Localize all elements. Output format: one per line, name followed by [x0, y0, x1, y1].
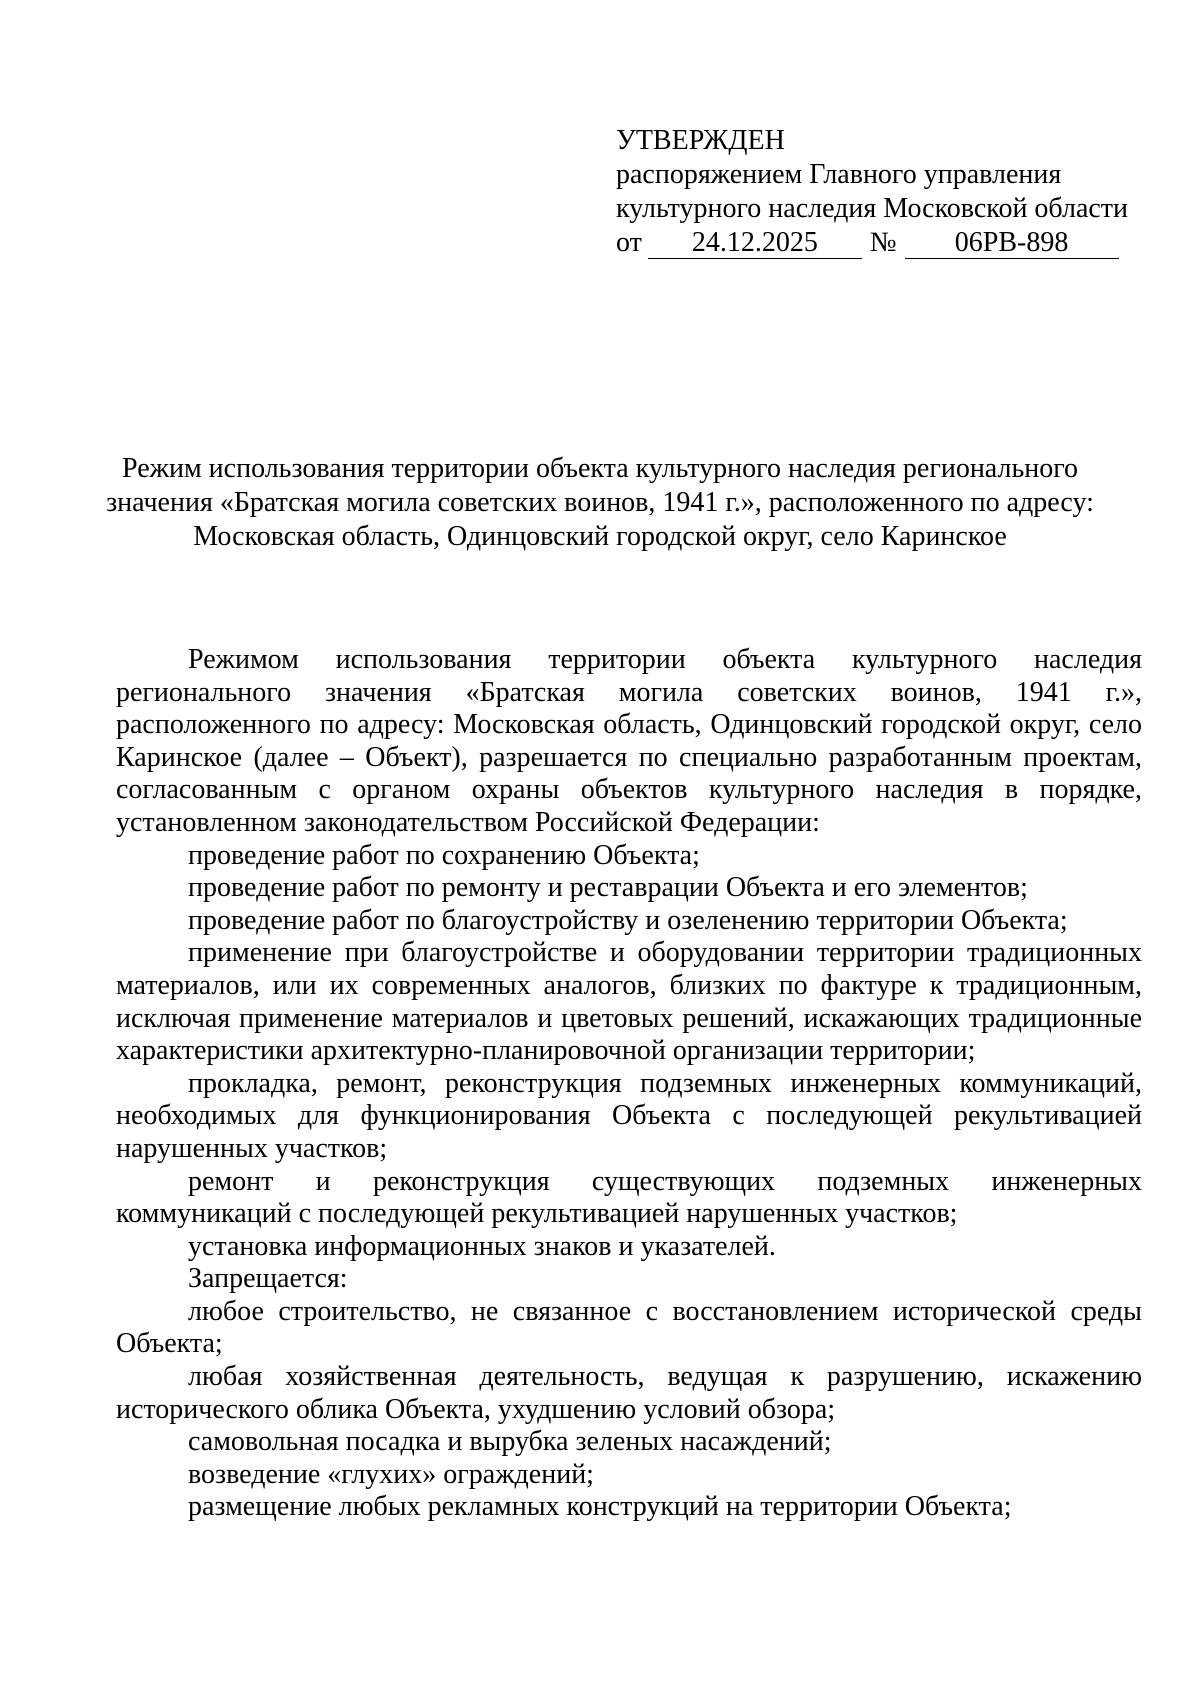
paragraph-item: установка информационных знаков и указателей.: [188, 1230, 776, 1262]
title-line-2: значения «Братская могила советских воинов, 1941 г.», расположенного по адресу:: [106, 487, 1094, 518]
paragraph-item: ремонт и реконструкция существующих подземных инженерных коммуникаций с последующей рекультивацией нарушенных участков;: [116, 1165, 1142, 1230]
approval-date-line: [616, 226, 1136, 260]
document-body: [116, 644, 1142, 1524]
title-line-3: Московская область, Одинцовский городской округ, село Каринское: [193, 521, 1007, 552]
paragraph-intro: Режимом использования территории объекта культурного наследия регионального значения «Братская могила советских воинов, 1941 г.», расположенного по адресу: Московская область, Одинцовский городской округ, село Каринское (далее – Объект), разрешается по специально разработанным проектам, согласованным с органом охраны объектов культурного наследия в порядке, установленном законодательством Российской Федерации:: [116, 644, 1142, 838]
number-sign: №: [869, 227, 897, 258]
date-prefix: от: [616, 227, 642, 258]
approval-heading: УТВЕРЖДЕН: [616, 125, 785, 156]
approval-line-2: культурного наследия Московской области: [616, 193, 1129, 224]
paragraph-item: размещение любых рекламных конструкций на территории Объекта;: [188, 1491, 1012, 1523]
paragraph-item: проведение работ по благоустройству и озеленению территории Объекта;: [188, 904, 1068, 936]
approval-line-1: распоряжением Главного управления: [616, 159, 1062, 190]
paragraph-item: возведение «глухих» ограждений;: [188, 1458, 594, 1490]
document-title: [100, 452, 1100, 554]
paragraph-item: самовольная посадка и вырубка зеленых насаждений;: [188, 1426, 832, 1458]
approval-stamp: [616, 124, 1136, 260]
paragraph-item: проведение работ по ремонту и реставрации Объекта и его элементов;: [188, 872, 1028, 904]
paragraph-item: любое строительство, не связанное с восстановлением исторической среды Объекта;: [116, 1295, 1142, 1360]
paragraph-prohibited-heading: Запрещается:: [188, 1263, 348, 1295]
paragraph-item: любая хозяйственная деятельность, ведущая к разрушению, искажению исторического облика Объекта, ухудшению условий обзора;: [116, 1361, 1142, 1425]
paragraph-item: проведение работ по сохранению Объекта;: [188, 839, 700, 871]
title-line-1: Режим использования территории объекта культурного наследия регионального: [122, 453, 1078, 484]
approval-number: 06РВ-898: [905, 228, 1119, 259]
approval-date: 24.12.2025: [648, 228, 862, 259]
paragraph-item: применение при благоустройстве и оборудовании территории традиционных материалов, или их современных аналогов, близких по фактуре к традиционным, исключая применение материалов и цветовых решений, искажающих традиционные характеристики архитектурно-планировочной организации территории;: [116, 937, 1142, 1067]
paragraph-item: прокладка, ремонт, реконструкция подземных инженерных коммуникаций, необходимых для функционирования Объекта с последующей рекультивацией нарушенных участков;: [116, 1067, 1142, 1164]
